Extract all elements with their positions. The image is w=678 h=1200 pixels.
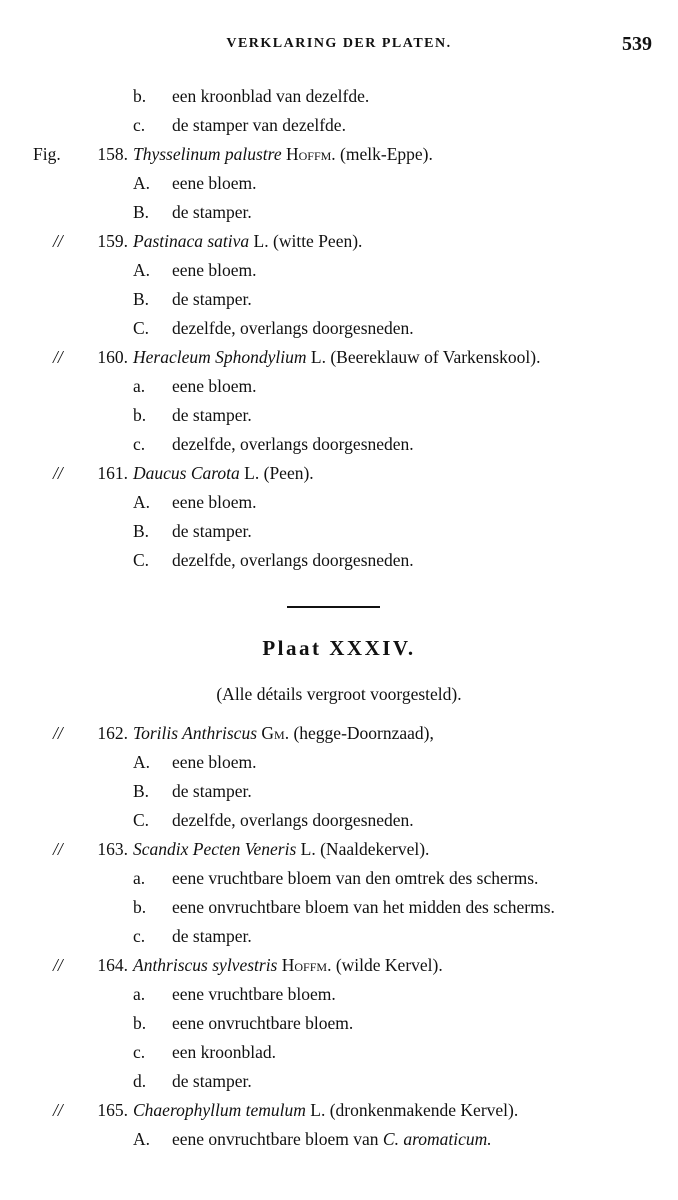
fig-number: 161. [97, 463, 128, 483]
list-item [0, 806, 678, 835]
item-letter: B. [133, 202, 150, 222]
page-number: 539 [622, 33, 652, 55]
item-letter: a. [133, 984, 146, 1004]
ditto-mark: // [53, 1100, 63, 1120]
item-letter: A. [133, 260, 151, 280]
item-letter: B. [133, 289, 150, 309]
species-name: Scandix Pecten Veneris [133, 839, 297, 859]
figure-entry [0, 459, 678, 488]
ditto-mark: // [53, 839, 63, 859]
common-name: (hegge-Doornzaad), [293, 723, 434, 743]
running-title: VERKLARING DER PLATEN. [226, 36, 452, 51]
item-text: eene bloem. [172, 376, 257, 396]
author-name: L. [300, 839, 316, 859]
common-name: (Peen). [263, 463, 314, 483]
common-name: (wilde Kervel). [335, 955, 443, 975]
item-letter: A. [133, 752, 151, 772]
item-text: de stamper. [172, 202, 252, 222]
list-item [0, 256, 678, 285]
item-text: eene onvruchtbare bloem van [172, 1129, 379, 1149]
fig-number: 162. [97, 723, 128, 743]
list-item [0, 893, 678, 922]
list-item [0, 546, 678, 575]
item-letter: A. [133, 1129, 151, 1149]
fig-number: 159. [97, 231, 128, 251]
item-text: de stamper van dezelfde. [172, 115, 346, 135]
list-item [0, 922, 678, 951]
item-letter: c. [133, 1042, 146, 1062]
list-item [0, 82, 678, 111]
list-item [0, 1009, 678, 1038]
item-text: eene bloem. [172, 260, 257, 280]
item-text: de stamper. [172, 405, 252, 425]
item-letter: c. [133, 926, 146, 946]
item-text: eene onvruchtbare bloem. [172, 1013, 354, 1033]
list-item [0, 430, 678, 459]
fig-number: 164. [97, 955, 128, 975]
list-item [0, 401, 678, 430]
author-name: L. [253, 231, 269, 251]
figure-entry [0, 140, 678, 169]
item-text: de stamper. [172, 1071, 252, 1091]
item-letter: b. [133, 86, 147, 106]
ditto-mark: // [53, 723, 63, 743]
list-item [0, 488, 678, 517]
item-letter: c. [133, 115, 146, 135]
author-name: L. [310, 347, 326, 367]
ditto-mark: // [53, 955, 63, 975]
fig-number: 160. [97, 347, 128, 367]
item-letter: a. [133, 376, 146, 396]
item-letter: C. [133, 318, 150, 338]
fig-number: 163. [97, 839, 128, 859]
item-text: eene bloem. [172, 173, 257, 193]
common-name: (melk-Eppe). [340, 144, 433, 164]
figure-entry [0, 227, 678, 256]
species-name: Heracleum Sphondylium [133, 347, 307, 367]
item-text: de stamper. [172, 781, 252, 801]
item-text: dezelfde, overlangs doorgesneden. [172, 434, 414, 454]
item-letter: b. [133, 897, 147, 917]
item-letter: A. [133, 492, 151, 512]
list-item [0, 517, 678, 546]
item-text: eene vruchtbare bloem. [172, 984, 336, 1004]
item-letter: a. [133, 868, 146, 888]
list-item [0, 111, 678, 140]
plate-title: Plaat XXXIV. [262, 636, 416, 660]
fig-number: 158. [97, 144, 128, 164]
item-letter: B. [133, 521, 150, 541]
list-item [0, 285, 678, 314]
figure-entry [0, 343, 678, 372]
item-text: de stamper. [172, 521, 252, 541]
item-letter: A. [133, 173, 151, 193]
figure-entry [0, 835, 678, 864]
species-name: Daucus Carota [133, 463, 240, 483]
item-letter: d. [133, 1071, 147, 1091]
item-text: een kroonblad. [172, 1042, 276, 1062]
author-name: L. [310, 1100, 326, 1120]
common-name: (Naaldekervel). [320, 839, 430, 859]
species-name: Pastinaca sativa [133, 231, 250, 251]
item-letter: C. [133, 810, 150, 830]
author-name: Hoffm. [281, 955, 332, 975]
author-name: Hoffm. [285, 144, 336, 164]
common-name: (Beereklauw of Varkenskool). [330, 347, 541, 367]
section-divider [287, 606, 380, 608]
common-name: (witte Peen). [273, 231, 363, 251]
list-item [0, 169, 678, 198]
figure-entry [0, 1096, 678, 1125]
plate-note: (Alle détails vergroot voorgesteld). [216, 684, 462, 704]
ditto-mark: // [53, 463, 63, 483]
fig-number: 165. [97, 1100, 128, 1120]
list-item [0, 777, 678, 806]
item-text: eene onvruchtbare bloem van het midden des scherms. [172, 897, 555, 917]
species-name: Anthriscus sylvestris [133, 955, 278, 975]
item-text: eene bloem. [172, 492, 257, 512]
item-text: dezelfde, overlangs doorgesneden. [172, 550, 414, 570]
list-item [0, 748, 678, 777]
list-item [0, 1067, 678, 1096]
species-reference: C. aromaticum. [382, 1129, 492, 1149]
figure-entry [0, 951, 678, 980]
item-text: een kroonblad van dezelfde. [172, 86, 370, 106]
author-name: L. [244, 463, 260, 483]
figure-entry [0, 719, 678, 748]
species-name: Chaerophyllum temulum [133, 1100, 306, 1120]
list-item [0, 372, 678, 401]
ditto-mark: // [53, 347, 63, 367]
item-letter: b. [133, 1013, 147, 1033]
list-item [0, 1038, 678, 1067]
list-item [0, 980, 678, 1009]
list-item [0, 1125, 678, 1154]
item-text: de stamper. [172, 289, 252, 309]
item-letter: B. [133, 781, 150, 801]
item-text: eene vruchtbare bloem van den omtrek des scherms. [172, 868, 539, 888]
item-text: de stamper. [172, 926, 252, 946]
list-item [0, 314, 678, 343]
item-letter: C. [133, 550, 150, 570]
item-text: dezelfde, overlangs doorgesneden. [172, 318, 414, 338]
item-text: dezelfde, overlangs doorgesneden. [172, 810, 414, 830]
list-item [0, 198, 678, 227]
species-name: Thysselinum palustre [133, 144, 282, 164]
ditto-mark: // [53, 231, 63, 251]
author-name: Gm. [261, 723, 290, 743]
common-name: (dronkenmakende Kervel). [329, 1100, 519, 1120]
species-name: Torilis Anthriscus [133, 723, 258, 743]
list-item [0, 864, 678, 893]
fig-label: Fig. [33, 144, 61, 164]
item-letter: c. [133, 434, 146, 454]
item-letter: b. [133, 405, 147, 425]
item-text: eene bloem. [172, 752, 257, 772]
